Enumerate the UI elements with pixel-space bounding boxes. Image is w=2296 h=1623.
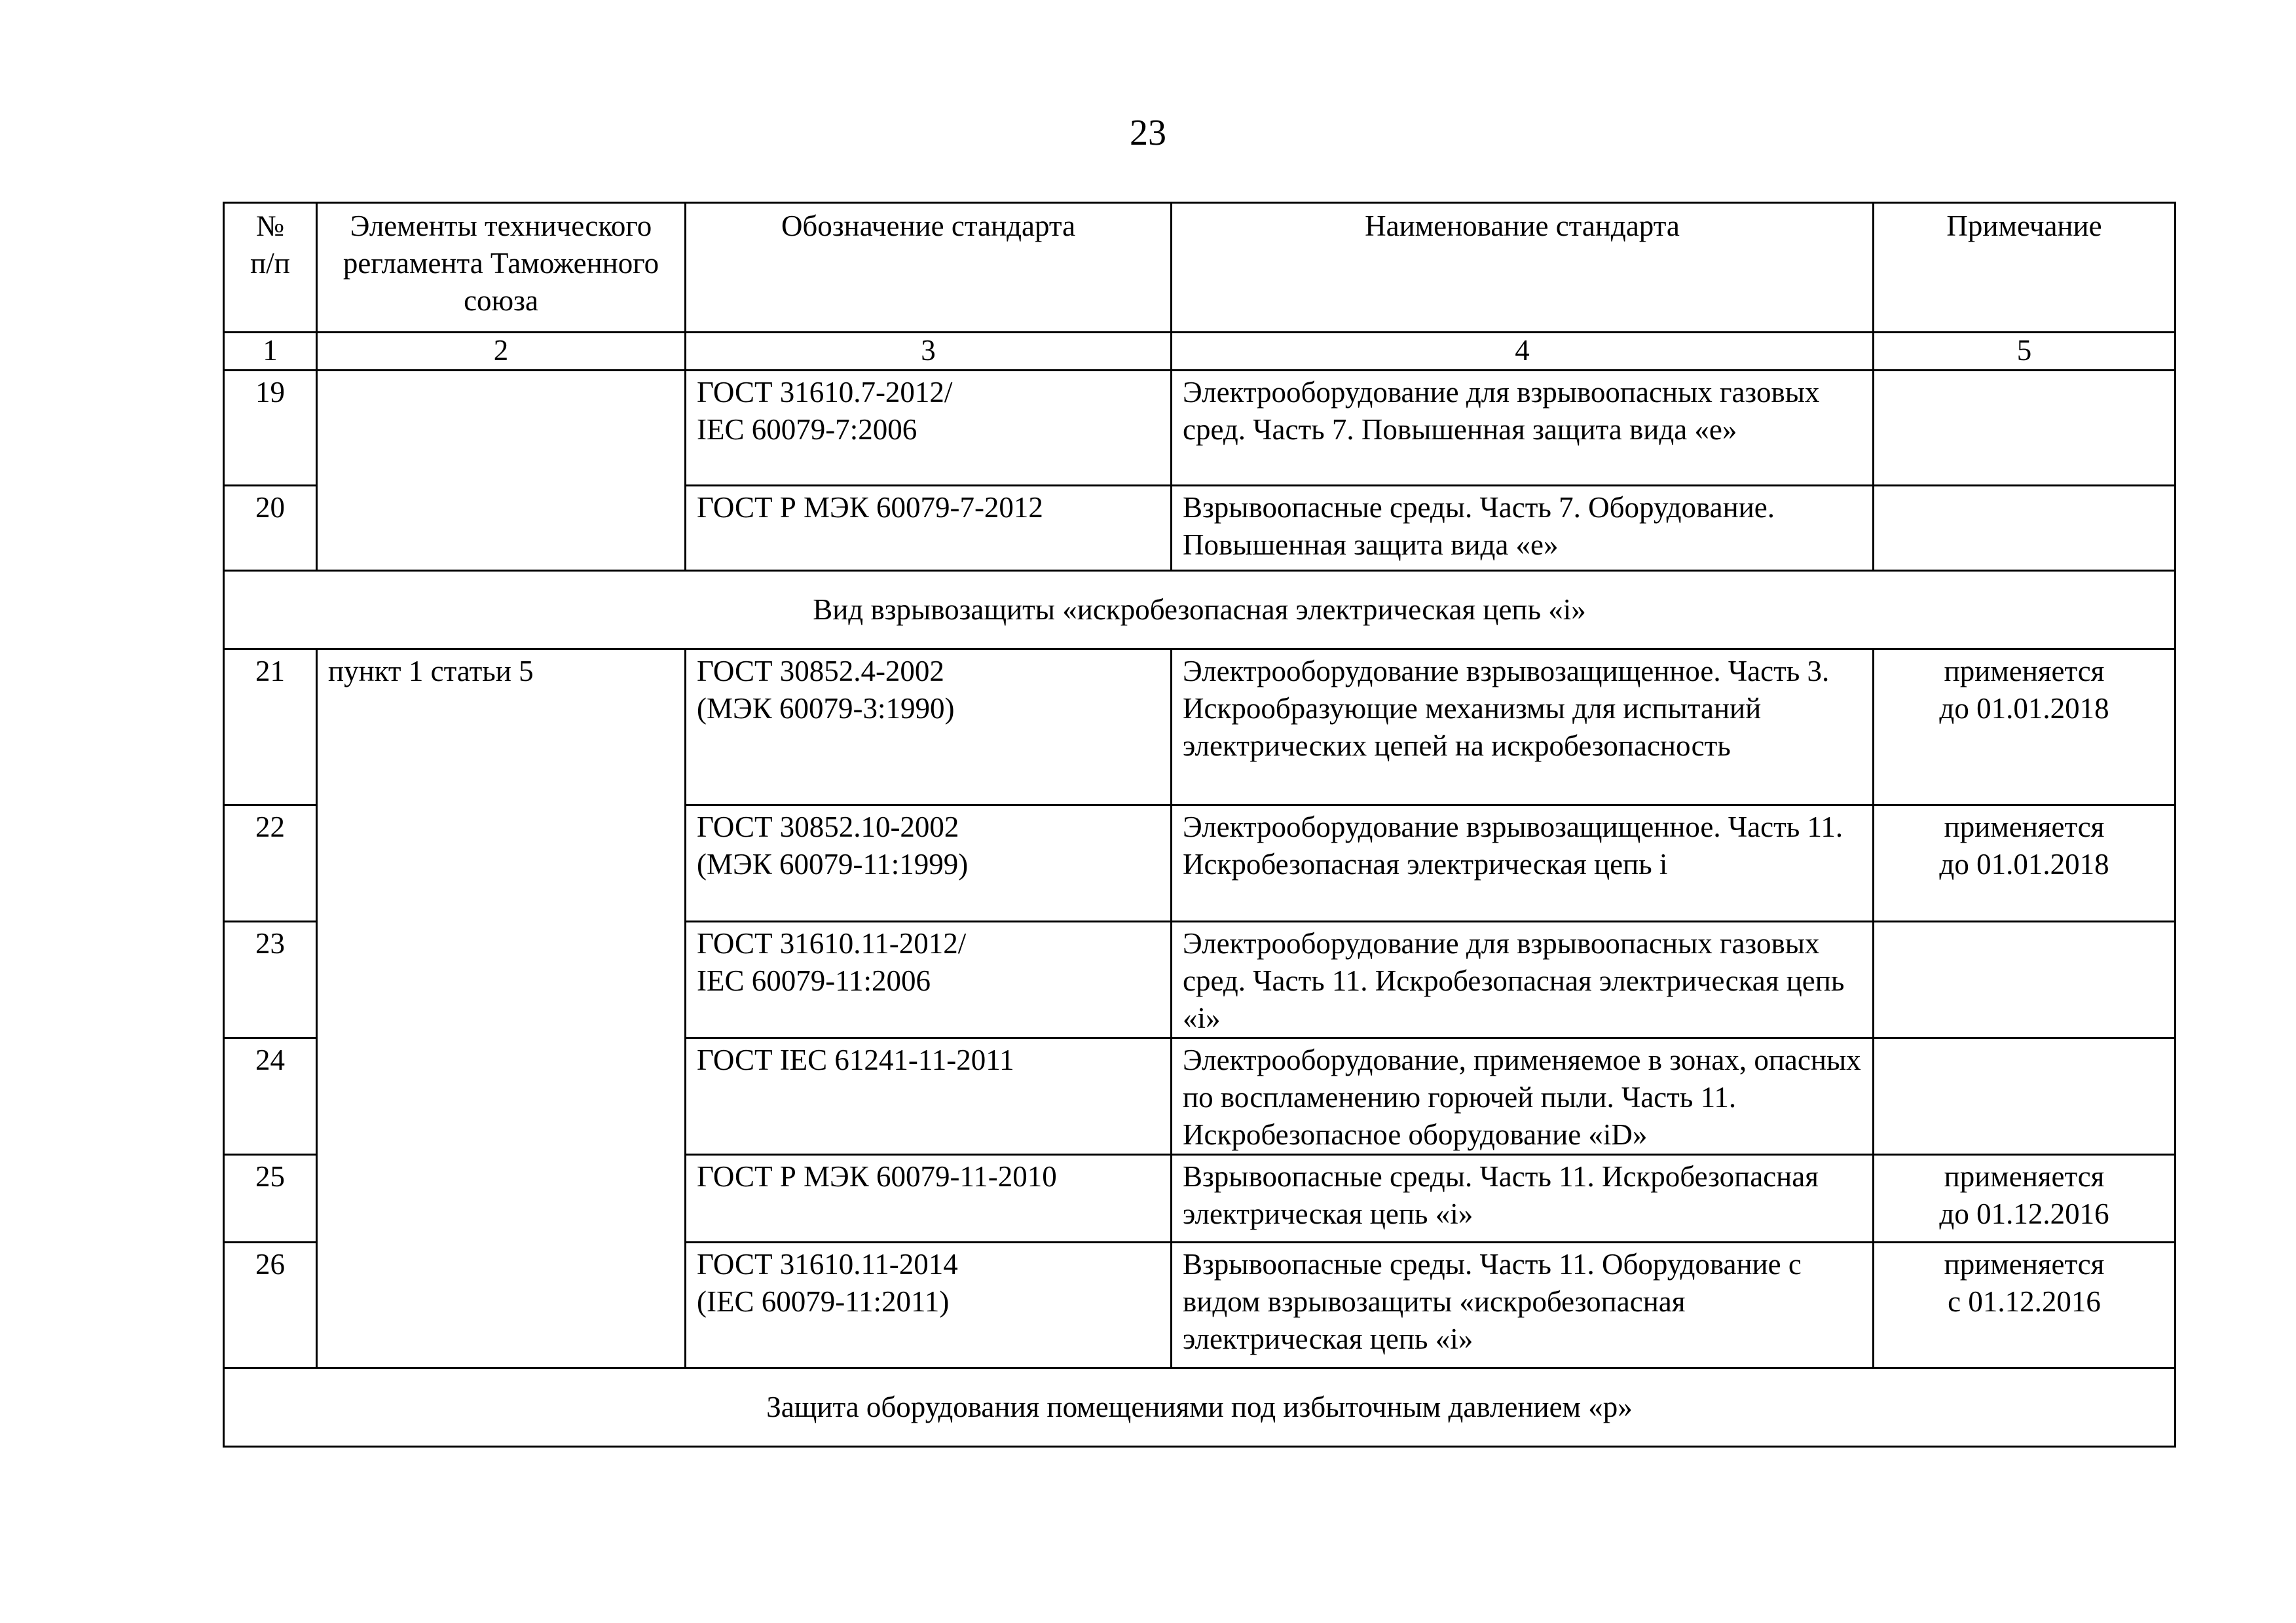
standard-name: Электрооборудование для взрывоопасных газовых сред. Часть 11. Искробезопасная электрическая цепь «i»	[1172, 922, 1874, 1038]
standard-note: применяется до 01.12.2016	[1874, 1155, 2176, 1243]
header-row	[224, 203, 2176, 333]
regulation-element-cell	[317, 371, 686, 571]
standard-code: ГОСТ Р МЭК 60079-11-2010	[686, 1155, 1172, 1243]
column-number: 3	[686, 333, 1172, 371]
standard-note: применяется до 01.01.2018	[1874, 805, 2176, 922]
header-designation: Обозначение стандарта	[686, 203, 1172, 333]
header-elements: Элементы технического регламента Таможенного союза	[317, 203, 686, 333]
standards-table	[223, 202, 2176, 1448]
regulation-element-cell: пункт 1 статьи 5	[317, 649, 686, 1368]
header-note: Примечание	[1874, 203, 2176, 333]
row-number: 26	[224, 1243, 317, 1368]
row-number: 22	[224, 805, 317, 922]
standard-name: Электрооборудование взрывозащищенное. Часть 3. Искрообразующие механизмы для испытаний электрических цепей на искробезопасность	[1172, 649, 1874, 805]
standard-name: Электрооборудование для взрывоопасных газовых сред. Часть 7. Повышенная защита вида «е»	[1172, 371, 1874, 486]
standard-name: Взрывоопасные среды. Часть 7. Оборудование. Повышенная защита вида «е»	[1172, 486, 1874, 571]
standard-note: применяется до 01.01.2018	[1874, 649, 2176, 805]
section-row	[224, 1368, 2176, 1447]
section-title: Защита оборудования помещениями под избыточным давлением «р»	[224, 1368, 2176, 1447]
standard-code: ГОСТ 30852.4-2002 (МЭК 60079-3:1990)	[686, 649, 1172, 805]
row-number: 23	[224, 922, 317, 1038]
column-number: 2	[317, 333, 686, 371]
row-number: 20	[224, 486, 317, 571]
column-number: 5	[1874, 333, 2176, 371]
section-title: Вид взрывозащиты «искробезопасная электрическая цепь «i»	[224, 571, 2176, 649]
header-name: Наименование стандарта	[1172, 203, 1874, 333]
column-number: 4	[1172, 333, 1874, 371]
table-row	[224, 371, 2176, 486]
standard-code: ГОСТ Р МЭК 60079-7-2012	[686, 486, 1172, 571]
standard-code: ГОСТ IEC 61241-11-2011	[686, 1038, 1172, 1155]
row-number: 25	[224, 1155, 317, 1243]
page-number: 23	[1130, 113, 1166, 153]
standard-note	[1874, 922, 2176, 1038]
standard-code: ГОСТ 31610.11-2012/ IEC 60079-11:2006	[686, 922, 1172, 1038]
standard-code: ГОСТ 31610.7-2012/ IEC 60079-7:2006	[686, 371, 1172, 486]
column-number: 1	[224, 333, 317, 371]
standard-name: Электрооборудование, применяемое в зонах, опасных по воспламенению горючей пыли. Часть 11. Искробезопасное оборудование «iD»	[1172, 1038, 1874, 1155]
standard-name: Взрывоопасные среды. Часть 11. Искробезопасная электрическая цепь «i»	[1172, 1155, 1874, 1243]
table-row	[224, 649, 2176, 805]
header-num: № п/п	[224, 203, 317, 333]
section-row	[224, 571, 2176, 649]
standard-note	[1874, 371, 2176, 486]
row-number: 19	[224, 371, 317, 486]
standard-name: Электрооборудование взрывозащищенное. Часть 11. Искробезопасная электрическая цепь i	[1172, 805, 1874, 922]
standard-name: Взрывоопасные среды. Часть 11. Оборудование с видом взрывозащиты «искробезопасная электрическая цепь «i»	[1172, 1243, 1874, 1368]
row-number: 21	[224, 649, 317, 805]
standard-code: ГОСТ 31610.11-2014 (IEC 60079-11:2011)	[686, 1243, 1172, 1368]
row-number: 24	[224, 1038, 317, 1155]
standard-note	[1874, 486, 2176, 571]
standard-note	[1874, 1038, 2176, 1155]
standard-note: применяется с 01.12.2016	[1874, 1243, 2176, 1368]
standards-table-container	[223, 202, 2174, 1448]
standard-code: ГОСТ 30852.10-2002 (МЭК 60079-11:1999)	[686, 805, 1172, 922]
column-number-row	[224, 333, 2176, 371]
